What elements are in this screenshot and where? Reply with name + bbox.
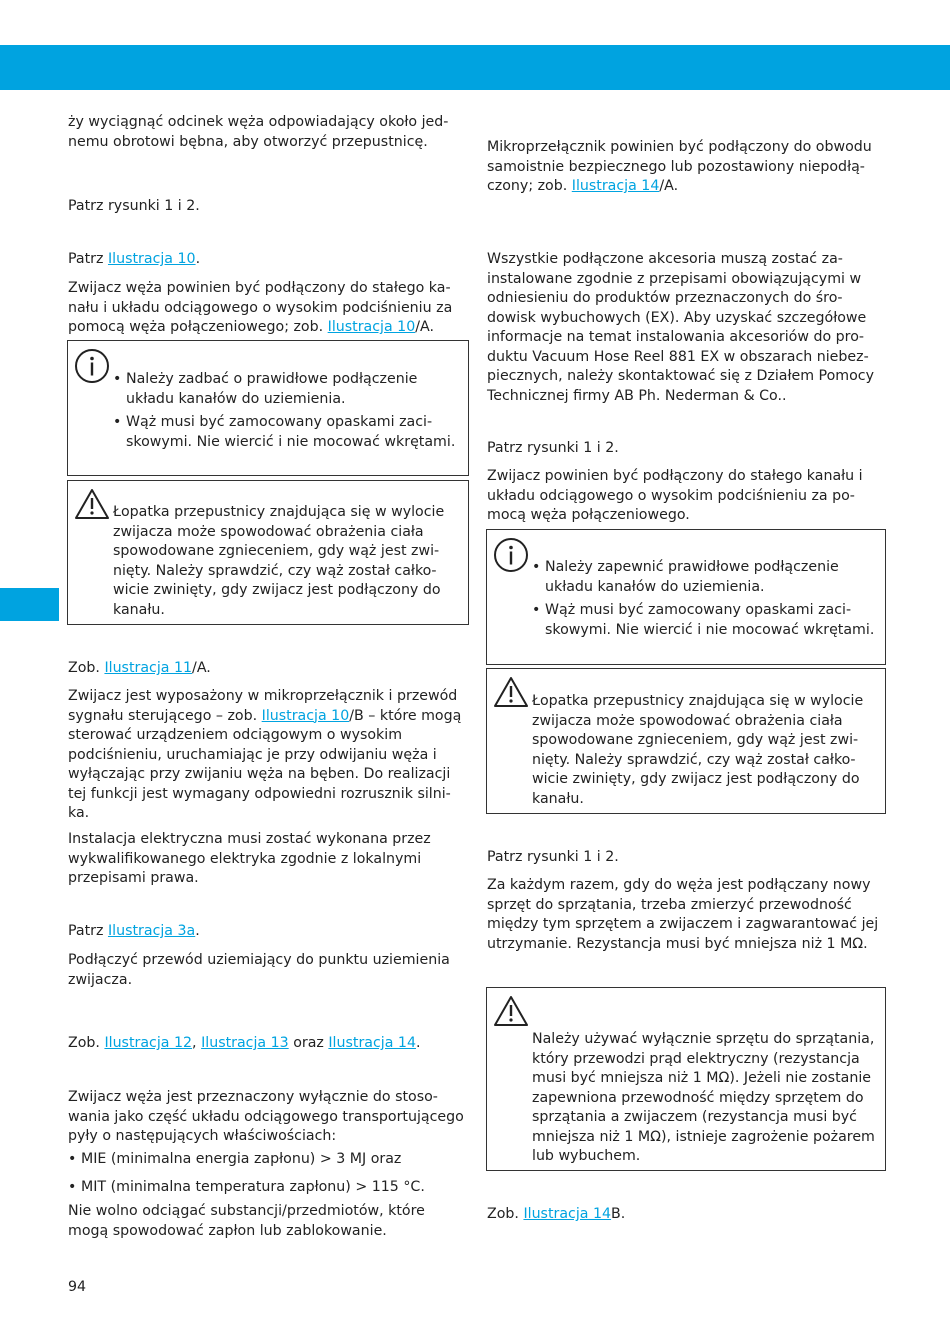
link-ilustracja-13[interactable]: Ilustracja 13 [201, 1035, 289, 1051]
link-ilustracja-14[interactable]: Ilustracja 14 [571, 178, 660, 194]
text: Zwijacz węża powinien być podłączony do stałego kanału i układu odciągowego o wysokim podciśnieniu za pomocą węża połączeniowego; zob. [68, 280, 453, 335]
property-list [68, 1150, 466, 1205]
text: Zob. [487, 1206, 524, 1222]
paragraph: Za każdym razem, gdy do węża jest podłączany nowy sprzęt do sprzątania, trzeba zmierzyć przewodność między tym sprzętem a zwijaczem i zagwarantować jej utrzymanie. Rezystancja musi być mniejsza niż 1 MΩ. [487, 877, 879, 952]
paragraph: Wszystkie podłączone akcesoria muszą zostać zainstalowane zgodnie z przepisami obowiązującymi w odniesieniu do produktów przeznaczonych do środowisk wybuchowych (EX). Aby uzyskać szczegółowe informacje na temat instalowania akcesoriów do produktu Vacuum Hose Reel 881 EX w obszarach niebezpiecznych, należy skontaktować się z Działem Pomocy Technicznej firmy AB Ph. Nederman & Co.. [487, 251, 874, 404]
text: , [192, 1035, 202, 1051]
paragraph [68, 1034, 466, 1054]
text: Zob. [68, 1035, 105, 1051]
paragraph [487, 1205, 883, 1225]
list-item: • MIE (minimalna energia zapłonu) > 3 MJ oraz [68, 1150, 466, 1170]
text: . [415, 1035, 421, 1051]
text: Zwijacz jest wyposażony w mikroprzełącznik i przewód sygnału sterującego – zob. [68, 688, 458, 724]
link-ilustracja-10[interactable]: Ilustracja 10 [107, 251, 196, 267]
text: /A. [192, 660, 211, 676]
info-icon [493, 537, 529, 580]
paragraph [68, 279, 466, 338]
warning-box [486, 668, 886, 814]
info-icon [74, 348, 110, 391]
paragraph: Patrz rysunki 1 i 2. [487, 440, 619, 456]
paragraph [68, 250, 466, 270]
info-list [113, 370, 458, 456]
text: Patrz [68, 251, 108, 267]
warning-text: Łopatka przepustnicy znajdująca się w wylocie zwijacza może spowodować obrażenia ciała spowodowane zgnieceniem, gdy wąż jest zwinięty. Należy sprawdzić, czy wąż został całkowicie zwinięty, gdy zwijacz jest podłączony do kanału. [113, 504, 445, 618]
link-ilustracja-11[interactable]: Ilustracja 11 [104, 660, 193, 676]
list-item: • Wąż musi być zamocowany opaskami zaciskowymi. Nie wiercić i nie mocować wkrętami. [532, 601, 875, 640]
paragraph: Zwijacz węża jest przeznaczony wyłącznie do stosowania jako część układu odciągowego transportującego pyły o następujących właściwościach: [68, 1089, 464, 1144]
paragraph: ży wyciągnąć odcinek węża odpowiadający około jednemu obrotowi bębna, aby otworzyć przepustnicę. [68, 114, 449, 150]
text: /A. [415, 319, 434, 335]
list-item: • Należy zapewnić prawidłowe podłączenie układu kanałów do uziemienia. [532, 558, 875, 597]
paragraph [68, 659, 466, 679]
link-ilustracja-14[interactable]: Ilustracja 14 [523, 1206, 612, 1222]
text: . [195, 251, 201, 267]
paragraph: Zwijacz powinien być podłączony do stałego kanału i układu odciągowego o wysokim podciśnieniu za pomocą węża połączeniowego. [487, 468, 863, 523]
paragraph [68, 687, 466, 824]
paragraph: Patrz rysunki 1 i 2. [68, 198, 200, 214]
info-list [532, 558, 875, 644]
link-ilustracja-12[interactable]: Ilustracja 12 [104, 1035, 193, 1051]
link-ilustracja-10[interactable]: Ilustracja 10 [261, 707, 350, 724]
header-bar [0, 45, 950, 90]
paragraph [68, 922, 466, 942]
warning-text: Łopatka przepustnicy znajdująca się w wylocie zwijacza może spowodować obrażenia ciała spowodowane zgnieceniem, gdy wąż jest zwinięty. Należy sprawdzić, czy wąż został całkowicie zwinięty, gdy zwijacz jest podłączony do kanału. [532, 693, 864, 807]
text: B. [611, 1206, 626, 1222]
paragraph [487, 138, 883, 197]
text: /B – które mogą sterować urządzeniem odciągowym o wysokim podciśnieniu, uruchamiając je przy odwijaniu węża i wyłączając przy zwijaniu węża na bęben. Do realizacji tej funkcji jest wymagany odpowiedni rozrusznik silnika. [68, 707, 462, 821]
list-item: • Należy zadbać o prawidłowe podłączenie układu kanałów do uziemienia. [113, 370, 458, 409]
text: oraz [288, 1035, 329, 1051]
text: . [195, 923, 200, 939]
link-ilustracja-3a[interactable]: Ilustracja 3a [107, 923, 196, 939]
text: Zob. [68, 660, 105, 676]
page-number: 94 [68, 1279, 87, 1295]
list-item: • MIT (minimalna temperatura zapłonu) > 115 °C. [68, 1178, 466, 1198]
section-tab-marker [0, 588, 59, 621]
paragraph: Nie wolno odciągać substancji/przedmiotów, które mogą spowodować zapłon lub zablokowanie. [68, 1203, 425, 1239]
warning-icon [74, 488, 110, 527]
warning-text: Należy używać wyłącznie sprzętu do sprzątania, który przewodzi prąd elektryczny (rezystancja musi być mniejsza niż 1 MΩ). Jeżeli nie zostanie zapewniona przewodność między sprzętem do sprzątania a zwijaczem (rezystancja musi być mniejsza niż 1 MΩ), istnieje zagrożenie pożarem lub wybuchem. [532, 1031, 875, 1164]
warning-box [486, 987, 886, 1171]
text: Mikroprzełącznik powinien być podłączony do obwodu samoistnie bezpiecznego lub pozostawiony niepodłączony; zob. [487, 139, 872, 194]
paragraph: Patrz rysunki 1 i 2. [487, 849, 619, 865]
paragraph: Podłączyć przewód uziemiający do punktu uziemienia zwijacza. [68, 952, 450, 988]
text: /A. [659, 178, 679, 194]
list-item: • Wąż musi być zamocowany opaskami zaciskowymi. Nie wiercić i nie mocować wkrętami. [113, 413, 458, 452]
info-box [486, 529, 886, 665]
paragraph: Instalacja elektryczna musi zostać wykonana przez wykwalifikowanego elektryka zgodnie z lokalnymi przepisami prawa. [68, 831, 431, 886]
link-ilustracja-14[interactable]: Ilustracja 14 [328, 1035, 416, 1051]
text: Patrz [68, 923, 108, 939]
warning-box [67, 480, 469, 625]
info-box [67, 340, 469, 476]
link-ilustracja-10[interactable]: Ilustracja 10 [327, 319, 416, 335]
warning-icon [493, 676, 529, 715]
warning-icon [493, 995, 529, 1034]
